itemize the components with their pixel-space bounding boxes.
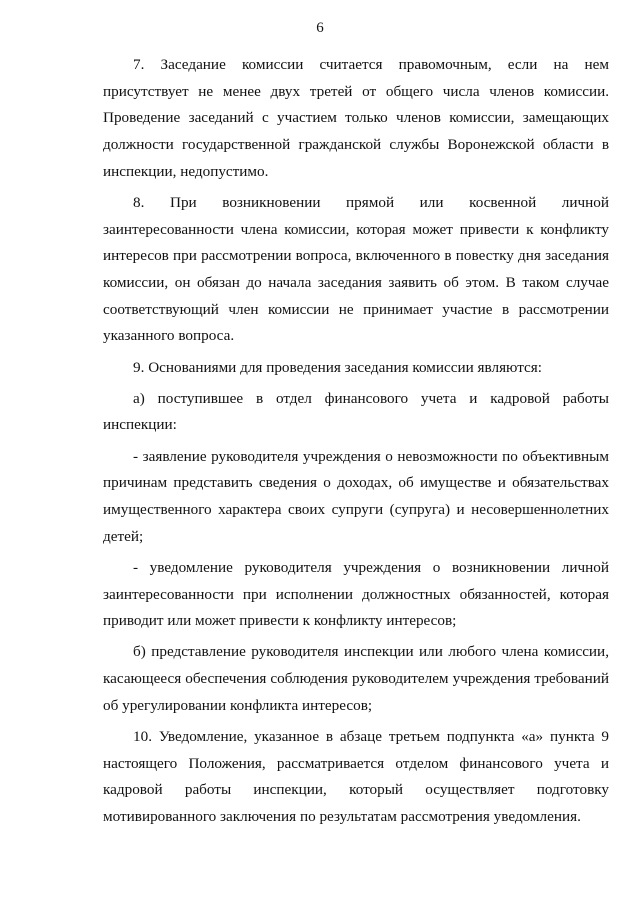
paragraph-line: 8. При возникновении прямой или косвенной личной [133,193,609,211]
paragraph-9b [103,639,609,719]
paragraph-line: 9. Основаниями для проведения заседания комиссии являются: [133,358,542,376]
paragraph-10 [103,724,609,831]
paragraph-line: 10. Уведомление, указанное в абзаце третьем подпункта «а» пункта 9 [133,728,609,745]
paragraph-line: должности государственной гражданской службы Воронежской области в [103,136,609,154]
paragraph-line: детей; [103,527,144,545]
paragraph-7 [103,52,609,185]
paragraph-8 [103,190,609,350]
paragraph-line: касающееся обеспечения соблюдения руководителем учреждения требований [103,670,609,688]
paragraph-line: причинам представить сведения о доходах, об имуществе и обязательствах [103,474,609,492]
paragraph-line: б) представление руководителя инспекции или любого члена комиссии, [133,643,609,661]
paragraph-line: инспекции: [103,416,177,434]
paragraph-line: настоящего Положения, рассматривается отделом финансового учета и [103,754,609,772]
paragraph-line: соответствующий член комиссии не принимает участие в рассмотрении [103,300,609,318]
paragraph-line: имущественного характера своих супруги (супруга) и несовершеннолетних [103,501,609,518]
page-number: 6 [316,20,324,36]
paragraph-9a-item-1 [103,444,609,551]
paragraph-line: присутствует не менее двух третей от общего числа членов комиссии. [103,82,609,100]
paragraph-9a-item-2 [103,555,609,635]
paragraph-line: заинтересованности члена комиссии, которая может привести к конфликту [103,220,609,238]
paragraph-line: - уведомление руководителя учреждения о возникновении личной [133,558,609,576]
paragraph-line: заинтересованности при исполнении должностных обязанностей, которая [103,585,609,603]
paragraph-line: инспекции, недопустимо. [103,162,269,180]
paragraph-line: об урегулировании конфликта интересов; [103,696,373,714]
paragraph-line: мотивированного заключения по результатам рассмотрения уведомления. [103,808,581,826]
paragraph-9a [103,386,609,439]
paragraph-line: указанного вопроса. [103,327,235,345]
paragraph-line: кадровой работы инспекции, который осуществляет подготовку [103,781,609,799]
paragraph-line: приводит или может привести к конфликту интересов; [103,612,457,630]
document-body [103,52,609,831]
paragraph-line: Проведение заседаний с участием только членов комиссии, замещающих [103,109,609,127]
paragraph-9 [103,355,609,382]
paragraph-line: а) поступившее в отдел финансового учета и кадровой работы [133,389,609,407]
paragraph-line: 7. Заседание комиссии считается правомочным, если на нем [133,56,609,73]
paragraph-line: - заявление руководителя учреждения о невозможности по объективным [133,447,609,465]
paragraph-line: комиссии, он обязан до начала заседания заявить об этом. В таком случае [103,274,609,291]
paragraph-line: интересов при рассмотрении вопроса, включенного в повестку дня заседания [103,247,609,265]
